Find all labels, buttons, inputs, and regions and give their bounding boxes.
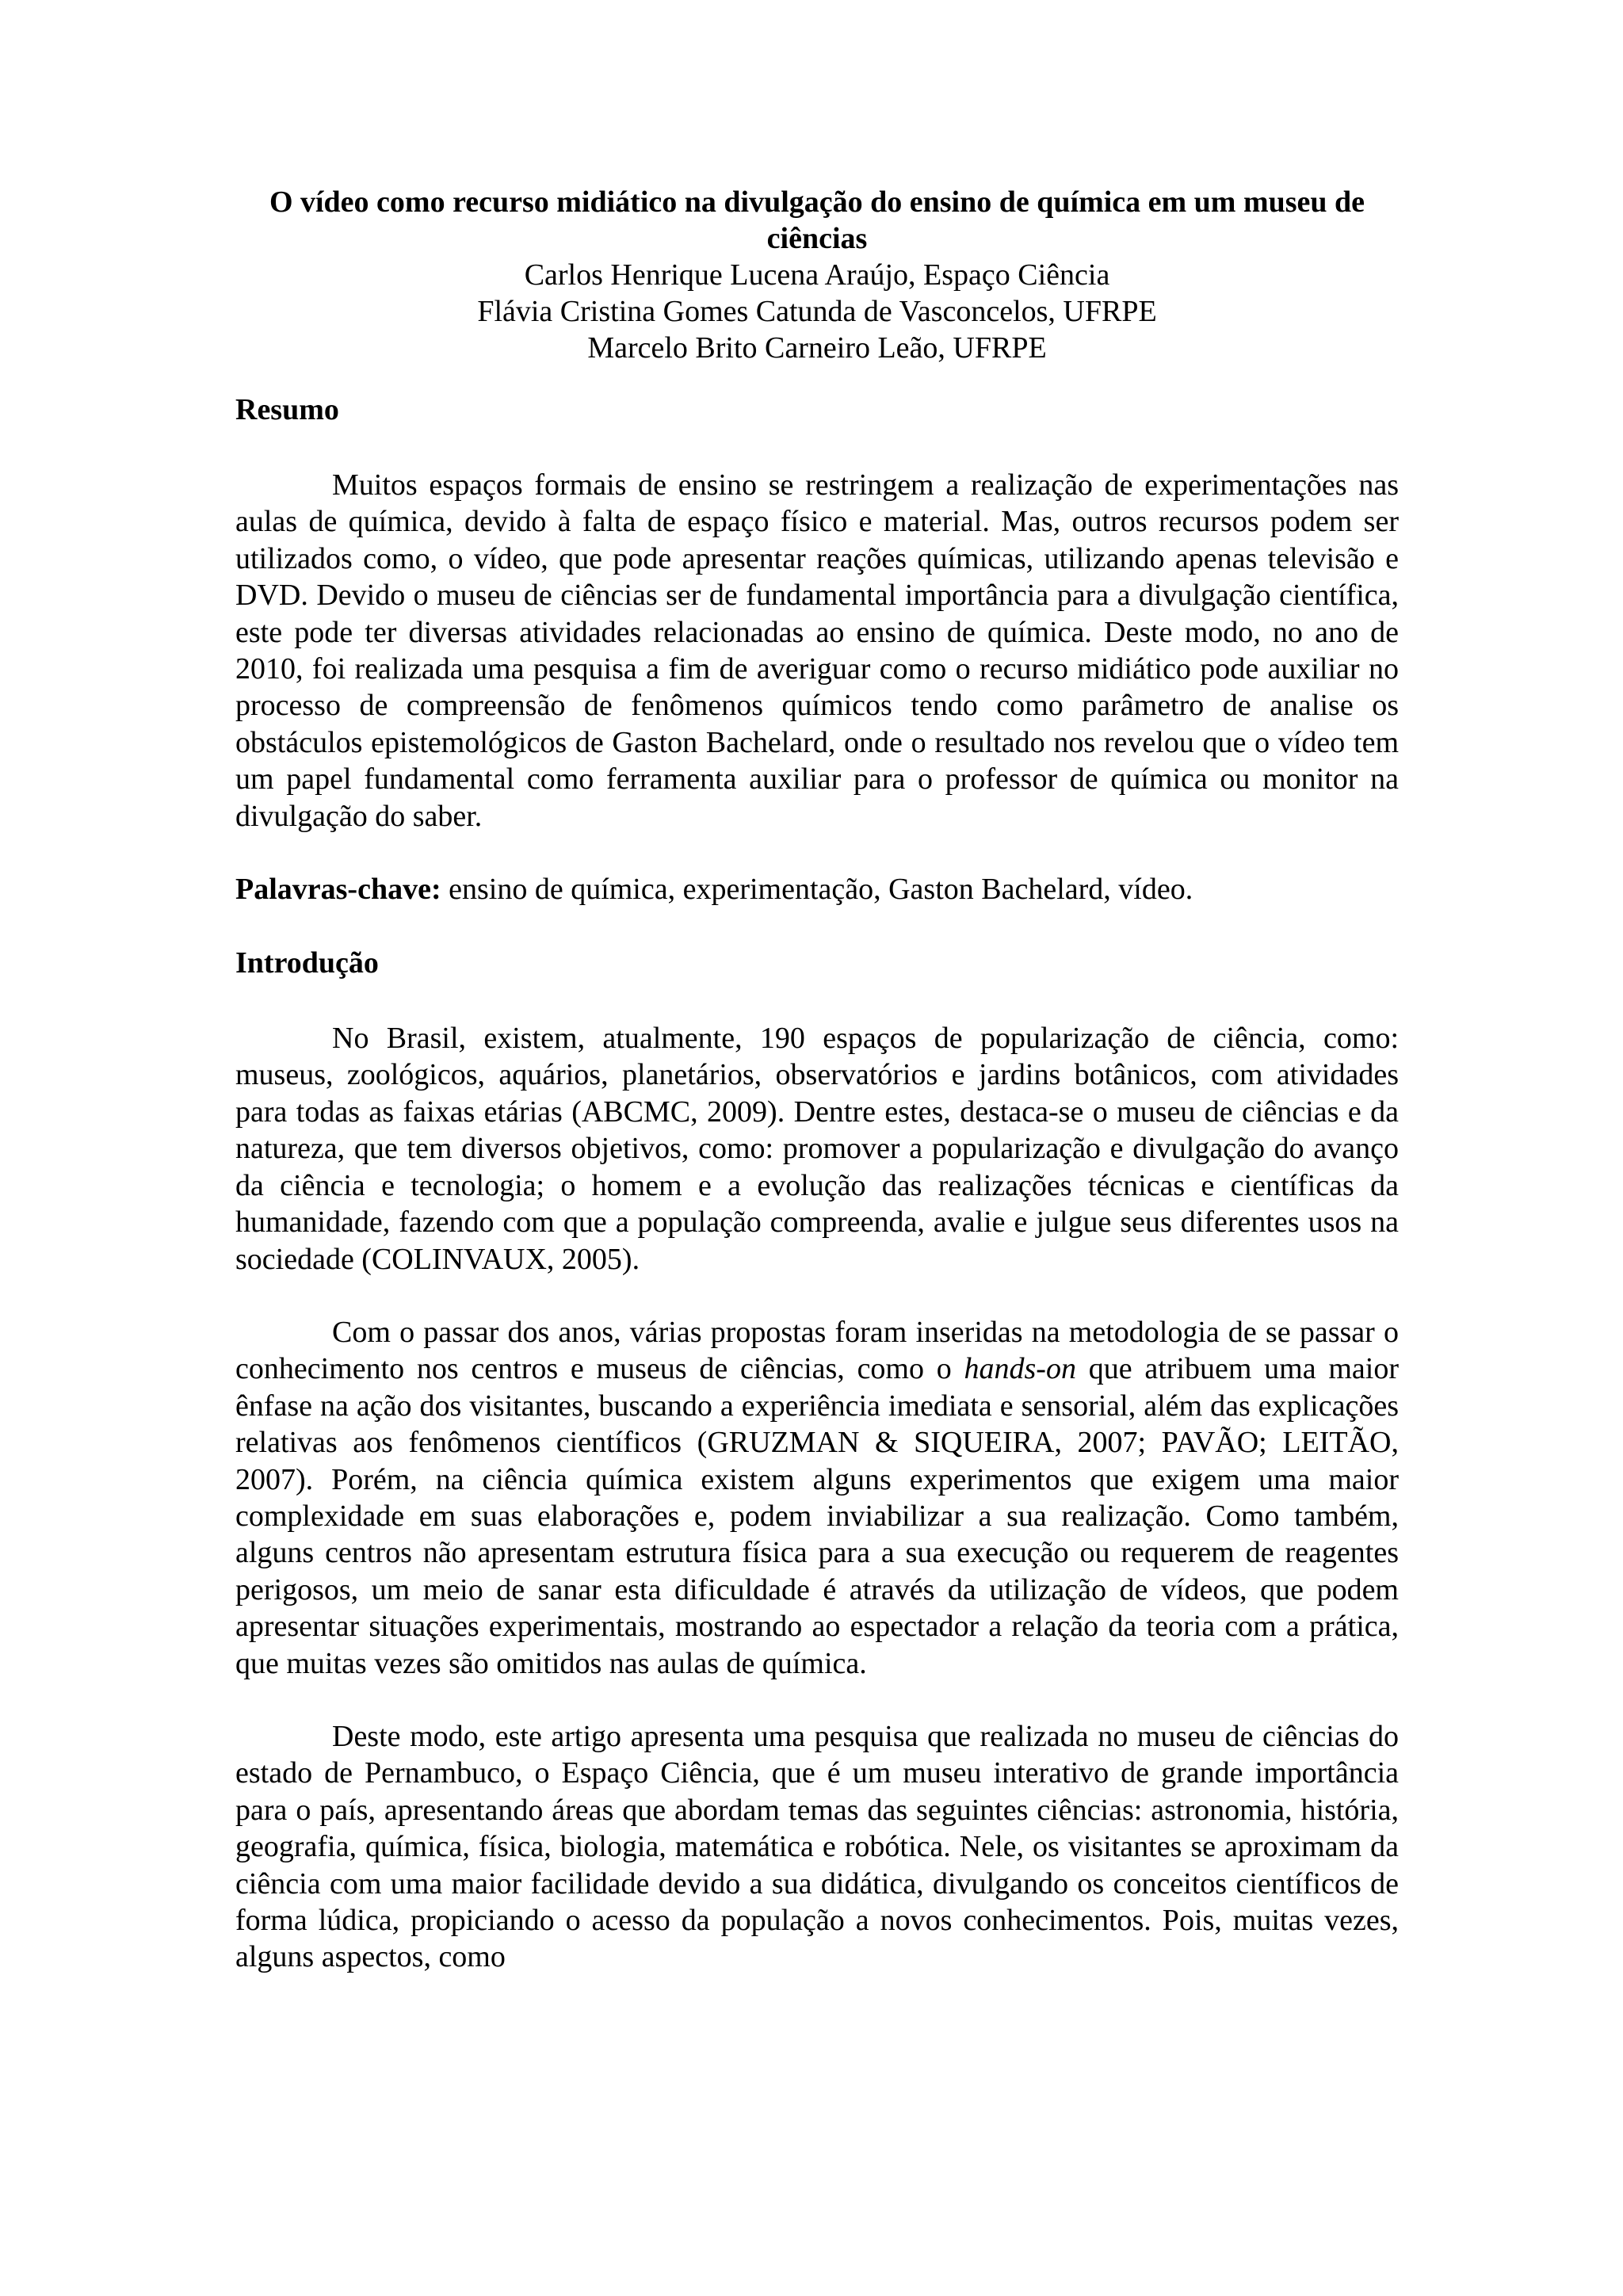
author-line: Carlos Henrique Lucena Araújo, Espaço Ciência: [524, 258, 1110, 292]
abstract-paragraph: Muitos espaços formais de ensino se restringem a realização de experimentações nas aulas de química, devido à falta de espaço físico e material. Mas, outros recursos podem ser utilizados como, o vídeo, que pode apresentar reações químicas, utilizando apenas televisão e DVD. Devido o museu de ciências ser de fundamental importância para a divulgação científica, este pode ter diversas atividades relacionadas ao ensino de química. Deste modo, no ano de 2010, foi realizada uma pesquisa a fim de averiguar como o recurso midiático pode auxiliar no processo de compreensão de fenômenos químicos tendo como parâmetro de analise os obstáculos epistemológicos de Gaston Bachelard, onde o resultado nos revelou que o vídeo tem um papel fundamental como ferramenta auxiliar para o professor de química ou monitor na divulgação do saber.: [235, 468, 1399, 833]
keywords-text: ensino de química, experimentação, Gaston Bachelard, vídeo.: [441, 873, 1193, 907]
introduction-paragraph-2: [235, 1314, 1399, 1682]
paragraph-text: que atribuem uma maior ênfase na ação dos visitantes, buscando a experiência imediata e sensorial, além das explicações relativas aos fenômenos científicos (GRUZMAN & SIQUEIRA, 2007; PAVÃO; LEITÃO, 2007). Porém, na ciência química existem alguns experimentos que exigem uma maior complexidade em suas elaborações e, podem inviabilizar a sua realização. Como também, alguns centros não apresentam estrutura física para a sua execução ou requerem de reagentes perigosos, um meio de sanar esta dificuldade é através da utilização de vídeos, que podem apresentar situações experimentais, mostrando ao espectador a relação da teoria com a prática, que muitas vezes são omitidos nas aulas de química.: [235, 1352, 1399, 1680]
abstract-heading: Resumo: [235, 393, 339, 426]
paragraph-text: Com o passar dos anos, várias propostas foram inseridas na metodologia de se passar o conhecimento nos centros e museus de ciências, como o: [235, 1315, 1399, 1386]
keywords-line: [235, 871, 1399, 907]
introduction-heading: Introdução: [235, 946, 379, 980]
introduction-paragraph-3: Deste modo, este artigo apresenta uma pesquisa que realizada no museu de ciências do estado de Pernambuco, o Espaço Ciência, que é um museu interativo de grande importância para o país, apresentando áreas que abordam temas das seguintes ciências: astronomia, história, geografia, química, física, biologia, matemática e robótica. Nele, os visitantes se aproximam da ciência com uma maior facilidade devido a sua didática, divulgando os conceitos científicos de forma lúdica, propiciando o acesso da população a novos conhecimentos. Pois, muitas vezes, alguns aspectos, como: [235, 1719, 1399, 1974]
document-page: [235, 184, 1399, 1976]
introduction-paragraph-1: No Brasil, existem, atualmente, 190 espaços de popularização de ciência, como: museus, zoológicos, aquários, planetários, observatórios e jardins botânicos, com atividades para todas as faixas etárias (ABCMC, 2009). Dentre estes, destaca-se o museu de ciências e da natureza, que tem diversos objetivos, como: promover a popularização e divulgação do avanço da ciência e tecnologia; o homem e a evolução das realizações técnicas e científicas da humanidade, fazendo com que a população compreenda, avalie e julgue seus diferentes usos na sociedade (COLINVAUX, 2005).: [235, 1022, 1399, 1276]
author-line: Marcelo Brito Carneiro Leão, UFRPE: [587, 331, 1047, 365]
keywords-label: Palavras-chave:: [235, 873, 441, 907]
italic-term: hands-on: [964, 1352, 1076, 1386]
author-line: Flávia Cristina Gomes Catunda de Vasconcelos, UFRPE: [477, 295, 1157, 328]
paper-title: O vídeo como recurso midiático na divulgação do ensino de química em um museu de ciências: [269, 185, 1365, 255]
